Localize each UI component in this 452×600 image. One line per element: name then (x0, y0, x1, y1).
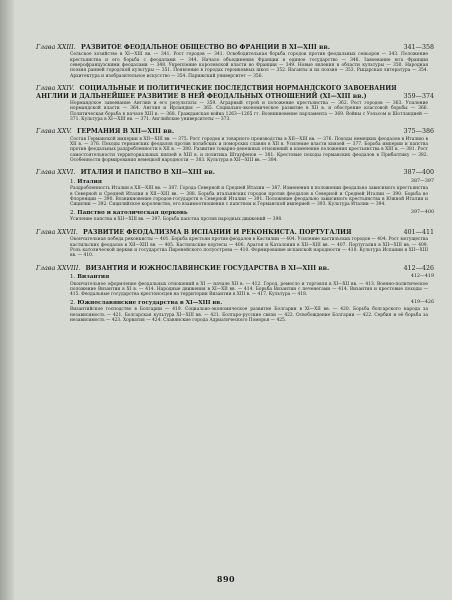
chapter-heading (36, 264, 434, 272)
section-summary: Усиление папства в XII—XIII вв. — 397. Борьба папства против народных движений — 398. (70, 217, 283, 223)
section-italy (70, 178, 434, 208)
section-papacy (70, 209, 434, 223)
table-of-contents (36, 44, 434, 329)
section-heading (70, 179, 428, 186)
chapter-label: Глава XXVI. (36, 169, 76, 177)
section-pages: 419—426 (410, 299, 434, 305)
chapter-heading (36, 169, 434, 177)
section-pages: 412—419 (410, 273, 434, 279)
section-heading (70, 210, 428, 217)
chapter-summary: Окончательная победа реконкисты — 401. Борьба крестьян против феодалов в Кастилии — 404. Усиление кастильских городов — 404. Рост могущества кастильских феодалов в XII—XIII вв. — 405. Кастильские кортесы — 406. Арагон и Каталония в XII—XIII вв. — 407. Португалия в XII—XIII вв. — 409. Роль католической церкви и государства Пиренейского полуострова — 410. Формирование испанской народности — 410. Культура Испании в XII—XIII вв. — 410. (70, 237, 428, 259)
chapter-title: РАЗВИТИЕ ФЕОДАЛИЗМА В ИСПАНИИ И РЕКОНКИСТА. ПОРТУГАЛИЯ (83, 228, 352, 236)
chapter-label: Глава XXVII. (36, 228, 78, 236)
chapter-summary: Нормандское завоевание Англии и его результаты — 359. Аграрный строй и положение крестьянства — 362. Рост городов — 363. Усиление нормандской власти — 364. Англия и Ирландия — 365. Социально-экономическое развитие в XII в. и обострение классовой борьбы — 366. Политическая борьба в начале XIII в. — 368. Гражданская война 1263—1265 гг. Возникновение парламента — 369. Войны с Уэльсом и Шотландией — 371. Культура в XI—XIII вв. — 371. Английские университеты — 373. (70, 100, 428, 122)
chapter-heading (36, 85, 434, 100)
section-title: Папство и католическая церковь (77, 209, 188, 216)
chapter-pages: 359—374 (403, 92, 434, 100)
section-pages: 387—397 (410, 178, 434, 184)
chapter-pages: 412—426 (403, 264, 434, 272)
section-number: 2. (70, 299, 76, 306)
chapter-title: ИТАЛИЯ И ПАПСТВО В XII—XIII вв. (80, 169, 215, 177)
chapter-pages: 341—358 (403, 44, 434, 51)
section-summary: Окончательное оформление феодальных отношений в XI — начале XII в. — 412. Город, ремесло и торговля в XI—XII вв. — 413. Военно-политическое положение Византии в XI в. — 414. Народные движения в XI—XII вв. — 414. Борьба Византии с печенегами — 414. Византия и крестовые походы — 415. Феодальные государства крестоносцев на территории Византии в XIII в. — 417. Культура — 418. (70, 281, 428, 298)
chapter-pages: 401—411 (403, 228, 434, 236)
chapter-28 (36, 264, 434, 324)
chapter-heading (36, 44, 434, 51)
section-byzantium (70, 273, 434, 298)
section-summary: Раздробленность Италии в XII—XIII вв. — 387. Города Северной и Средней Италии — 387. Изменения в положении феодально зависимого крестьянства в Северной и Средней Италии в XII—XIII вв. — 388. Борьба итальянских городов против феодалов в Северной и Средней Италии — 390. Борьба во Флоренции — 390. Возникновение городов-государств в Северной Италии — 391. Положение феодально зависимого крестьянства в Южной Италии и Сицилии — 392. Сицилийское королевство, его взаимоотношения с папством и Германской империей — 393. Культура Италии — 394. (70, 186, 428, 208)
chapter-27 (36, 228, 434, 259)
chapter-heading (36, 128, 434, 136)
chapter-25 (36, 128, 434, 164)
section-south-slavic-states (70, 299, 434, 324)
chapter-label: Глава XXV. (36, 128, 72, 136)
chapter-title: ВИЗАНТИЯ И ЮЖНОСЛАВЯНСКИЕ ГОСУДАРСТВА В XI—XIII вв. (85, 264, 330, 272)
book-gutter (0, 0, 14, 600)
section-number: 1. (70, 178, 76, 185)
chapter-title: СОЦИАЛЬНЫЕ И ПОЛИТИЧЕСКИЕ ПОСЛЕДСТВИЯ НОРМАНДСКОГО ЗАВОЕВАНИЯ АНГЛИИ И ДАЛЬНЕЙШЕЕ РАЗВИТИЕ В НЕЙ ФЕОДАЛЬНЫХ ОТНОШЕНИЙ (XI—XIII вв.) (36, 85, 397, 100)
section-title: Византия (77, 273, 110, 280)
chapter-24 (36, 85, 434, 122)
chapter-label: Глава XXVIII. (36, 264, 81, 272)
chapter-23 (36, 44, 434, 79)
section-title: Италия (77, 178, 102, 185)
section-number: 2. (70, 209, 76, 216)
chapter-label: Глава XXIV. (36, 85, 75, 93)
chapter-pages: 387—400 (403, 169, 434, 177)
chapter-label: Глава XXIII. (36, 44, 76, 51)
chapter-title: РАЗВИТОЕ ФЕОДАЛЬНОЕ ОБЩЕСТВО ВО ФРАНЦИИ В XI—XIII вв. (81, 44, 330, 51)
section-title: Южнославянские государства в XI—XIII вв. (77, 299, 223, 306)
chapter-title: ГЕРМАНИЯ В XII—XIII вв. (76, 128, 175, 136)
section-number: 1. (70, 273, 76, 280)
section-summary: Византийское господство в Болгарии — 419. Социально-экономическое развитие Болгарии в XI—XII вв. — 420. Борьба болгарского народа за независимость — 421. Болгарская культура XI—XIII вв. — 421. Болгаро-русские связи — 422. Освобождение Болгарии — 422. Сербия и её борьба за независимость — 423. Хорватия — 424. Славянские города Адриатического Поморья — 425. (70, 307, 428, 323)
page-number: 890 (216, 574, 236, 584)
chapter-summary: Сельское хозяйство в XI—XIII вв. — 341. Рост городов — 341. Освободительная борьба городов против феодальных сеньоров — 343. Положение крестьянства и его борьба с феодалами — 344. Начало объединения Франции в единое государство — 346. Завоевание юга Франции северофранцузскими феодалами — 348. Укрепление королевской власти во Франции — 349. Новые явления в области культуры — 350. Народная поэзия ранней городской культуры — 351. Появление в городах героиковных школ — 352. Ваганты и их поэзия — 353. Рыцарская литература — 354. Архитектура и изобразительное искусство — 354. Парижский университет — 356. (70, 52, 428, 79)
chapter-summary: Состав Германской империи в XII—XIII вв. — 375. Рост городов и товарного производства в XII—XIII вв. — 376. Походы немецких феодалов в Италию в XII в. — 376. Походы германских феодалов против полабских и поморских славян в XII в. Усиление власти князей — 377. Борьба империи и папства против феодальных раздробленности в XII в. — 380. Развитие товарно-денежных отношений и изменение положения крестьянства в XIII в. — 381. Рост самостоятельности территориальных князей в XIII в. и политика Штауфенов — 381. Крестовые походы германских феодалов в Прибалтику — 382. Особенности формирования немецкой народности — 383. Культура в XII—XIII вв. — 384. (70, 136, 428, 164)
chapter-heading (36, 228, 434, 236)
section-pages: 397—400 (410, 209, 434, 215)
section-heading (70, 274, 428, 281)
section-heading (70, 300, 428, 307)
chapter-26 (36, 169, 434, 223)
chapter-pages: 375—386 (403, 128, 434, 136)
